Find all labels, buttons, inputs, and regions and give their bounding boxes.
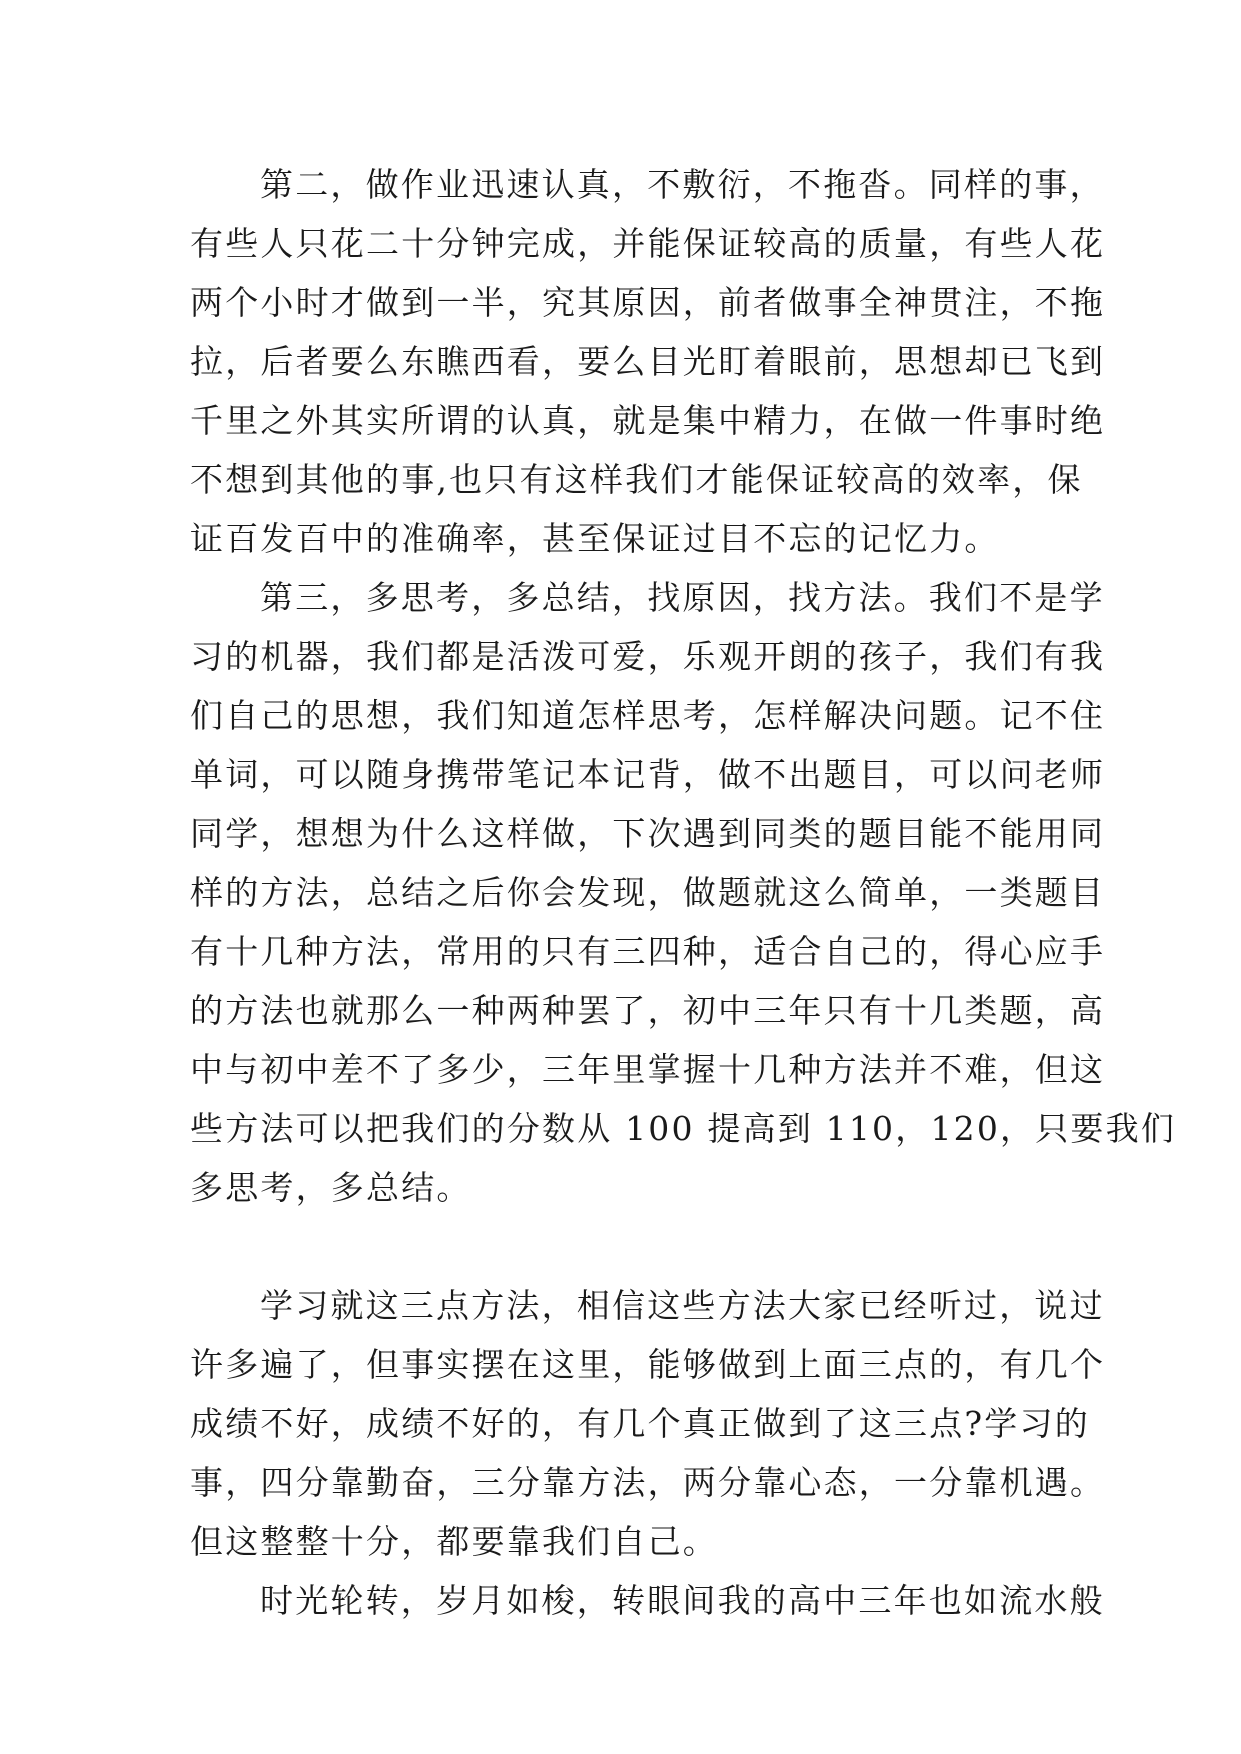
text-line: 千里之外其实所谓的认真，就是集中精力，在做一件事时绝 — [190, 401, 1106, 440]
text-line: 的方法也就那么一种两种罢了，初中三年只有十几类题，高 — [190, 991, 1106, 1030]
text-line: 成绩不好，成绩不好的，有几个真正做到了这三点?学习的 — [190, 1404, 1090, 1443]
text-line: 第二，做作业迅速认真，不敷衍，不拖沓。同样的事， — [260, 165, 1105, 204]
text-line: 证百发百中的准确率，甚至保证过目不忘的记忆力。 — [190, 519, 1000, 558]
text-line: 同学，想想为什么这样做，下次遇到同类的题目能不能用同 — [190, 814, 1106, 853]
text-line: 习的机器，我们都是活泼可爱，乐观开朗的孩子，我们有我 — [190, 637, 1106, 676]
paragraph-summary — [190, 1276, 1106, 1571]
paragraph-time-passes — [190, 1571, 1105, 1630]
text-line: 时光轮转，岁月如梭，转眼间我的高中三年也如流水般 — [260, 1581, 1105, 1620]
text-line: 有十几种方法，常用的只有三四种，适合自己的，得心应手 — [190, 932, 1106, 971]
text-line: 不想到其他的事,也只有这样我们才能保证较高的效率，保 — [190, 460, 1083, 499]
text-line: 事，四分靠勤奋，三分靠方法，两分靠心态，一分靠机遇。 — [190, 1463, 1106, 1502]
paragraph-third-point — [190, 568, 1177, 1276]
text-line: 学习就这三点方法，相信这些方法大家已经听过，说过 — [260, 1286, 1105, 1325]
text-line: 两个小时才做到一半，究其原因，前者做事全神贯注，不拖 — [190, 283, 1106, 322]
text-line: 多思考，多总结。 — [190, 1168, 472, 1207]
text-line: 们自己的思想，我们知道怎样思考，怎样解决问题。记不住 — [190, 696, 1106, 735]
text-line: 拉，后者要么东瞧西看，要么目光盯着眼前，思想却已飞到 — [190, 342, 1106, 381]
text-line: 样的方法，总结之后你会发现，做题就这么简单，一类题目 — [190, 873, 1106, 912]
text-line: 中与初中差不了多少，三年里掌握十几种方法并不难，但这 — [190, 1050, 1106, 1089]
paragraph-second-point — [190, 155, 1106, 568]
text-line — [190, 1217, 1060, 1276]
text-line: 许多遍了，但事实摆在这里，能够做到上面三点的，有几个 — [190, 1345, 1106, 1384]
text-line: 些方法可以把我们的分数从 100 提高到 110，120，只要我们 — [190, 1109, 1177, 1148]
text-line: 有些人只花二十分钟完成，并能保证较高的质量，有些人花 — [190, 224, 1106, 263]
text-line: 单词，可以随身携带笔记本记背，做不出题目，可以问老师 — [190, 755, 1106, 794]
body-text — [190, 155, 1177, 1630]
text-line: 第三，多思考，多总结，找原因，找方法。我们不是学 — [260, 578, 1105, 617]
text-line: 但这整整十分，都要靠我们自己。 — [190, 1522, 718, 1561]
